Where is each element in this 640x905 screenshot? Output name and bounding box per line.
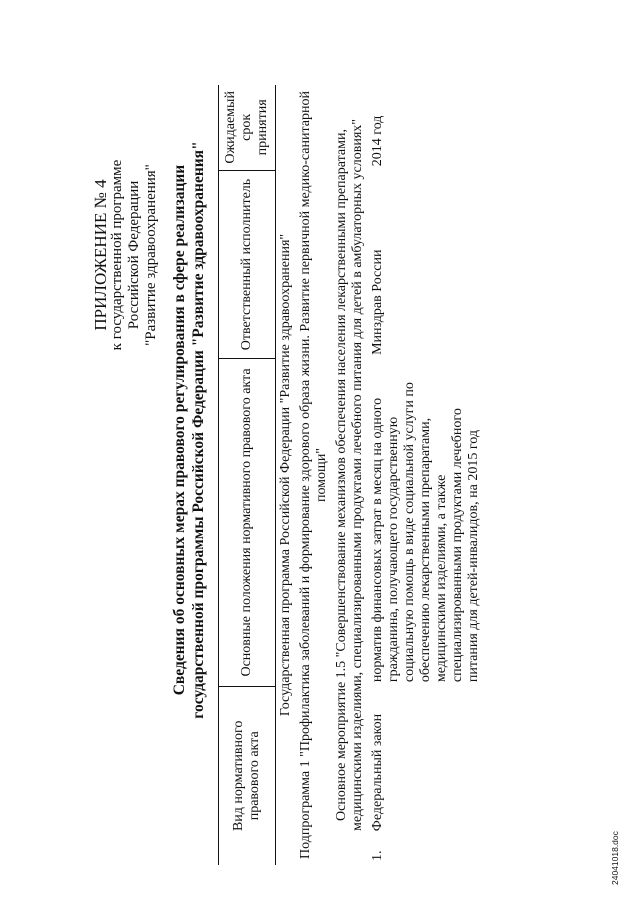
row-ispolnitel: Минздрав России: [370, 249, 385, 355]
appendix-line-1: к государственной программе: [109, 159, 125, 351]
appendix-line-3: "Развитие здравоохранения": [143, 164, 159, 346]
measure-row: [332, 85, 368, 865]
appendix-title: ПРИЛОЖЕНИЕ № 4: [91, 179, 110, 331]
appendix-block: [92, 135, 160, 375]
subprogram-row: [296, 85, 332, 865]
table-row: [368, 85, 484, 865]
measure-title: Основное мероприятие 1.5 "Совершенствование механизмов обеспечения населения лекарственными препаратами, медицинскими изделиями, специализированными продуктами лечебного питания для детей в амбулаторных условиях": [334, 118, 365, 832]
heading-line-2: государственной программы Российской Федерации "Развитие здравоохранения": [190, 141, 207, 719]
row-srok: 2014 год: [370, 115, 385, 167]
program-title: Государственная программа Российской Федерации "Развитие здравоохранения": [278, 233, 293, 717]
header-polozheniya: Основные положения нормативного правового акта: [219, 359, 276, 686]
document-heading: [170, 125, 208, 735]
row-vid: Федеральный закон: [370, 713, 385, 832]
subprogram-title: Подпрограмма 1 "Профилактика заболеваний и формирование здорового образа жизни. Развитие первичной медико-санитарной помощи": [298, 91, 329, 859]
header-vid: Вид нормативного правового акта: [219, 686, 276, 865]
program-row: [276, 85, 297, 865]
file-footer: 24041018.doc: [610, 831, 620, 885]
regulation-table: [218, 85, 484, 865]
row-polozheniya: норматив финансовых затрат в месяц на одного гражданина, получающего государственную социальную помощь в виде социальной услуги по обеспечению лекарственными препаратами, медицинскими изделиями, а также специализированными продуктами лечебного питания для детей-инвалидов, на 2015 год: [370, 382, 481, 683]
header-ispolnitel: Ответственный исполнитель: [219, 170, 276, 359]
table-header-row: [219, 85, 276, 865]
appendix-line-2: Российской Федерации: [126, 180, 142, 330]
row-number: 1.: [370, 850, 385, 861]
header-srok: Ожидаемый срок принятия: [219, 85, 276, 170]
heading-line-1: Сведения об основных мерах правового регулирования в сфере реализации: [171, 164, 188, 696]
